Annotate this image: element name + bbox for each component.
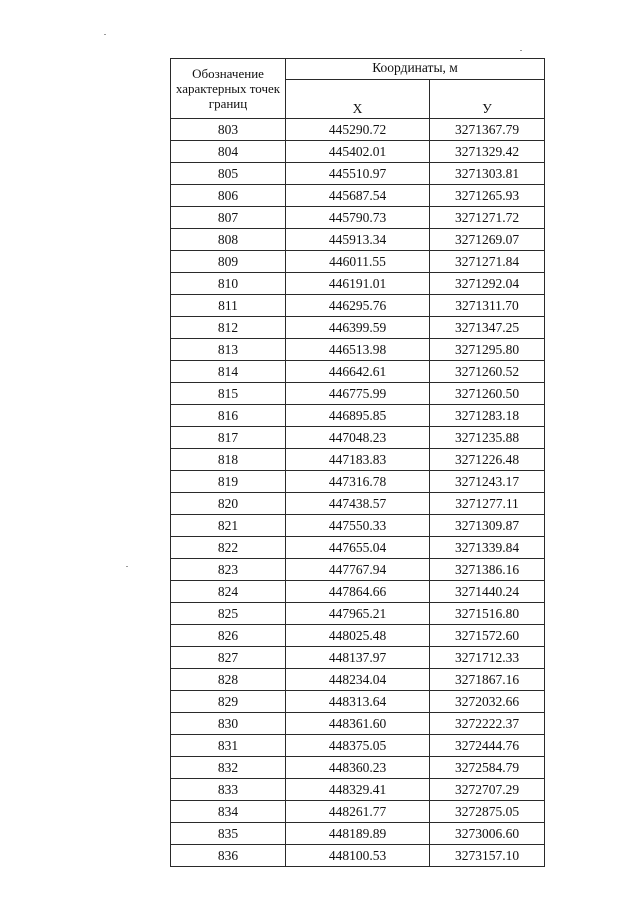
y-coordinate-cell: 3272032.66 — [430, 691, 545, 713]
x-coordinate-cell: 448025.48 — [286, 625, 430, 647]
scan-speck — [126, 566, 128, 567]
table-row — [171, 383, 545, 405]
y-coordinate-cell: 3271271.84 — [430, 251, 545, 273]
table-row — [171, 449, 545, 471]
table-row — [171, 713, 545, 735]
x-coordinate-cell: 447316.78 — [286, 471, 430, 493]
y-coordinate-cell: 3271292.04 — [430, 273, 545, 295]
table-header — [171, 59, 545, 119]
x-coordinate-cell: 447048.23 — [286, 427, 430, 449]
y-coordinate-cell: 3271329.42 — [430, 141, 545, 163]
point-number-cell: 805 — [171, 163, 286, 185]
point-number-cell: 821 — [171, 515, 286, 537]
point-number-cell: 817 — [171, 427, 286, 449]
x-coordinate-cell: 445687.54 — [286, 185, 430, 207]
x-coordinate-cell: 445913.34 — [286, 229, 430, 251]
y-coordinate-cell: 3271347.25 — [430, 317, 545, 339]
x-coordinate-cell: 448375.05 — [286, 735, 430, 757]
table-row — [171, 669, 545, 691]
table-row — [171, 493, 545, 515]
point-number-cell: 814 — [171, 361, 286, 383]
table-row — [171, 295, 545, 317]
point-number-cell: 808 — [171, 229, 286, 251]
table-row — [171, 647, 545, 669]
point-number-cell: 827 — [171, 647, 286, 669]
x-coordinate-cell: 448329.41 — [286, 779, 430, 801]
table-row — [171, 273, 545, 295]
x-coordinate-cell: 446775.99 — [286, 383, 430, 405]
x-coordinate-cell: 447550.33 — [286, 515, 430, 537]
x-coordinate-cell: 445402.01 — [286, 141, 430, 163]
y-coordinate-cell: 3271386.16 — [430, 559, 545, 581]
table-row — [171, 691, 545, 713]
y-coordinate-cell: 3271367.79 — [430, 119, 545, 141]
point-number-cell: 815 — [171, 383, 286, 405]
point-number-cell: 811 — [171, 295, 286, 317]
point-column-header: Обозначение характерных точек границ — [171, 59, 286, 119]
x-coordinate-cell: 447655.04 — [286, 537, 430, 559]
x-coordinate-cell: 447864.66 — [286, 581, 430, 603]
point-number-cell: 824 — [171, 581, 286, 603]
point-number-cell: 826 — [171, 625, 286, 647]
point-number-cell: 836 — [171, 845, 286, 867]
table-row — [171, 229, 545, 251]
y-coordinate-cell: 3271265.93 — [430, 185, 545, 207]
point-number-cell: 820 — [171, 493, 286, 515]
table-row — [171, 515, 545, 537]
x-coordinate-cell: 446895.85 — [286, 405, 430, 427]
point-number-cell: 804 — [171, 141, 286, 163]
x-coordinate-cell: 446513.98 — [286, 339, 430, 361]
table-row — [171, 801, 545, 823]
y-coordinate-cell: 3273157.10 — [430, 845, 545, 867]
coordinates-header: Координаты, м — [286, 59, 545, 80]
point-number-cell: 834 — [171, 801, 286, 823]
x-coordinate-cell: 447183.83 — [286, 449, 430, 471]
y-coordinate-cell: 3271303.81 — [430, 163, 545, 185]
x-column-header: X — [286, 80, 430, 119]
y-coordinate-cell: 3271572.60 — [430, 625, 545, 647]
table-row — [171, 119, 545, 141]
table-row — [171, 845, 545, 867]
table-row — [171, 251, 545, 273]
point-number-cell: 810 — [171, 273, 286, 295]
table-row — [171, 779, 545, 801]
y-coordinate-cell: 3272707.29 — [430, 779, 545, 801]
point-number-cell: 831 — [171, 735, 286, 757]
y-coordinate-cell: 3272875.05 — [430, 801, 545, 823]
table-row — [171, 625, 545, 647]
point-number-cell: 833 — [171, 779, 286, 801]
table-row — [171, 405, 545, 427]
y-coordinate-cell: 3271295.80 — [430, 339, 545, 361]
y-coordinate-cell: 3271311.70 — [430, 295, 545, 317]
y-coordinate-cell: 3272222.37 — [430, 713, 545, 735]
y-coordinate-cell: 3271271.72 — [430, 207, 545, 229]
x-coordinate-cell: 445510.97 — [286, 163, 430, 185]
table-row — [171, 757, 545, 779]
y-coordinate-cell: 3271226.48 — [430, 449, 545, 471]
x-coordinate-cell: 448234.04 — [286, 669, 430, 691]
table-row — [171, 603, 545, 625]
point-number-cell: 813 — [171, 339, 286, 361]
table-row — [171, 537, 545, 559]
x-coordinate-cell: 448137.97 — [286, 647, 430, 669]
table-row — [171, 185, 545, 207]
table-row — [171, 735, 545, 757]
x-coordinate-cell: 448189.89 — [286, 823, 430, 845]
x-coordinate-cell: 446011.55 — [286, 251, 430, 273]
y-coordinate-cell: 3271283.18 — [430, 405, 545, 427]
table-row — [171, 581, 545, 603]
y-coordinate-cell: 3271516.80 — [430, 603, 545, 625]
x-coordinate-cell: 447965.21 — [286, 603, 430, 625]
y-coordinate-cell: 3272444.76 — [430, 735, 545, 757]
point-number-cell: 818 — [171, 449, 286, 471]
table-row — [171, 339, 545, 361]
x-coordinate-cell: 446642.61 — [286, 361, 430, 383]
y-coordinate-cell: 3273006.60 — [430, 823, 545, 845]
y-coordinate-cell: 3271339.84 — [430, 537, 545, 559]
point-number-cell: 807 — [171, 207, 286, 229]
x-coordinate-cell: 448361.60 — [286, 713, 430, 735]
x-coordinate-cell: 448261.77 — [286, 801, 430, 823]
table-body — [171, 119, 545, 867]
table-row — [171, 427, 545, 449]
point-number-cell: 819 — [171, 471, 286, 493]
y-coordinate-cell: 3271712.33 — [430, 647, 545, 669]
point-number-cell: 816 — [171, 405, 286, 427]
point-number-cell: 803 — [171, 119, 286, 141]
x-coordinate-cell: 446191.01 — [286, 273, 430, 295]
x-coordinate-cell: 447438.57 — [286, 493, 430, 515]
y-coordinate-cell: 3272584.79 — [430, 757, 545, 779]
point-number-cell: 809 — [171, 251, 286, 273]
point-number-cell: 828 — [171, 669, 286, 691]
y-coordinate-cell: 3271269.07 — [430, 229, 545, 251]
point-number-cell: 825 — [171, 603, 286, 625]
point-number-cell: 829 — [171, 691, 286, 713]
point-number-cell: 806 — [171, 185, 286, 207]
point-number-cell: 812 — [171, 317, 286, 339]
x-coordinate-cell: 446295.76 — [286, 295, 430, 317]
table-row — [171, 207, 545, 229]
x-coordinate-cell: 447767.94 — [286, 559, 430, 581]
x-coordinate-cell: 448100.53 — [286, 845, 430, 867]
point-number-cell: 835 — [171, 823, 286, 845]
y-coordinate-cell: 3271277.11 — [430, 493, 545, 515]
table-row — [171, 317, 545, 339]
y-coordinate-cell: 3271235.88 — [430, 427, 545, 449]
table-row — [171, 361, 545, 383]
table-row — [171, 163, 545, 185]
point-number-cell: 832 — [171, 757, 286, 779]
y-coordinate-cell: 3271309.87 — [430, 515, 545, 537]
table-row — [171, 141, 545, 163]
y-coordinate-cell: 3271867.16 — [430, 669, 545, 691]
y-coordinate-cell: 3271260.50 — [430, 383, 545, 405]
table-row — [171, 471, 545, 493]
y-coordinate-cell: 3271260.52 — [430, 361, 545, 383]
coordinates-table — [170, 58, 545, 867]
y-coordinate-cell: 3271243.17 — [430, 471, 545, 493]
y-coordinate-cell: 3271440.24 — [430, 581, 545, 603]
x-coordinate-cell: 445290.72 — [286, 119, 430, 141]
x-coordinate-cell: 448360.23 — [286, 757, 430, 779]
y-column-header: У — [430, 80, 545, 119]
x-coordinate-cell: 445790.73 — [286, 207, 430, 229]
point-number-cell: 830 — [171, 713, 286, 735]
point-number-cell: 822 — [171, 537, 286, 559]
point-number-cell: 823 — [171, 559, 286, 581]
table-row — [171, 559, 545, 581]
x-coordinate-cell: 446399.59 — [286, 317, 430, 339]
table-row — [171, 823, 545, 845]
scan-speck — [520, 50, 522, 51]
x-coordinate-cell: 448313.64 — [286, 691, 430, 713]
scan-speck — [104, 34, 106, 35]
